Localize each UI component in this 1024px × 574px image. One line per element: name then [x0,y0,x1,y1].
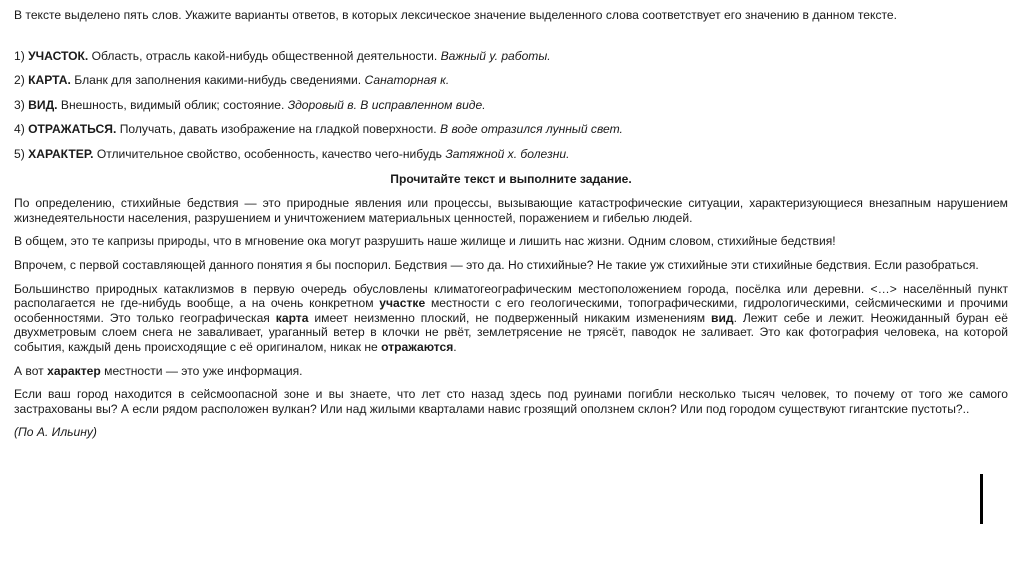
text-span: Большинство природных катаклизмов в первую очередь обусловлены климатогеографическим местоположением города, посёлка или деревни. <…> населённый пункт располагается не где-нибудь вообще, а на очень конкретном [14,281,1008,311]
option-definition: Получать, давать изображение на гладкой поверхности. [119,122,437,137]
paragraph-6: Если ваш город находится в сейсмоопасной зоне и вы знаете, что лет сто назад здесь под руинами погибли несколько тысяч человек, то почему от того же самого застрахованы вы? А если рядом расположен вулкан? Или над жилыми кварталами навис грозящий оползнем склон? Или под городом существуют гигантские пустоты?.. [14,387,1008,416]
option-example: Важный у. работы. [440,48,551,63]
option-definition: Внешность, видимый облик; состояние. [60,97,285,112]
option-word: УЧАСТОК. [28,48,89,63]
option-definition: Область, отрасль какой-нибудь общественной деятельности. [91,48,438,63]
keyword-vid: вид [711,310,734,325]
option-5 [14,147,1008,162]
keyword-kharakter: характер [47,363,101,378]
option-3 [14,98,1008,113]
paragraph-2: В общем, это те капризы природы, что в мгновение ока могут разрушить наше жилище и лишить нас жизни. Одним словом, стихийные бедствия! [14,234,836,249]
option-example: В воде отразился лунный свет. [440,122,623,137]
text-span: . Лежит себе и лежит. Неожиданный буран её двухметровым слоем снега не заваливает, ураганный ветер в клочки не рвёт, землетрясение не трясёт, паводок не заливает. Это как фотография человека, на которой события, каждый день происходящие с её оригиналом, никак не [14,310,1008,354]
option-word: КАРТА. [28,73,71,88]
option-example: Здоровый в. В исправленном виде. [287,97,486,112]
option-4 [14,122,1008,137]
paragraph-5 [14,364,1008,379]
text-span: . [453,339,457,354]
option-2 [14,73,1008,88]
paragraph-1: По определению, стихийные бедствия — это природные явления или процессы, вызывающие катастрофические ситуации, характеризующиеся внезапным нарушением жизнедеятельности населения, разрушением и уничтожением материальных ценностей, поражением и гибелью людей. [14,196,1008,225]
option-example: Затяжной х. болезни. [445,146,570,161]
text-span: А вот [14,363,44,378]
option-1 [14,49,1008,64]
option-number: 1) [14,48,25,63]
author-credit: (По А. Ильину) [14,425,97,440]
option-number: 3) [14,97,25,112]
keyword-otrazhatsya: отражаются [381,339,454,354]
paragraph-4 [14,282,1008,355]
option-definition: Бланк для заполнения какими-нибудь сведениями. [74,73,362,88]
text-span: имеет неизменно плоский, не подверженный никаким изменениям [314,310,706,325]
paragraph-3: Впрочем, с первой составляющей данного понятия я бы поспорил. Бедствия — это да. Но стихийные? Не такие уж стихийные эти стихийные бедствия. Если разобраться. [14,257,979,272]
option-example: Санаторная к. [364,73,450,88]
option-word: ОТРАЖАТЬСЯ. [28,122,117,137]
keyword-karta: карта [275,310,309,325]
option-number: 5) [14,146,25,161]
option-word: ХАРАКТЕР. [28,146,94,161]
option-word: ВИД. [28,97,58,112]
text-span: местности с его геологическими, топографическими, гидрологическими, сейсмическими и прочими особенностями. Это только географическая [14,296,1008,325]
option-number: 4) [14,122,25,137]
text-cursor-bar [980,474,983,524]
document-page [14,8,1008,440]
text-heading: Прочитайте текст и выполните задание. [390,171,632,186]
keyword-uchastok: участке [379,296,426,311]
task-intro: В тексте выделено пять слов. Укажите варианты ответов, в которых лексическое значение выделенного слова соответствует его значению в данном тексте. [14,8,897,22]
option-number: 2) [14,73,25,88]
option-definition: Отличительное свойство, особенность, качество чего-нибудь [96,146,442,161]
text-span: местности — это уже информация. [104,363,303,378]
